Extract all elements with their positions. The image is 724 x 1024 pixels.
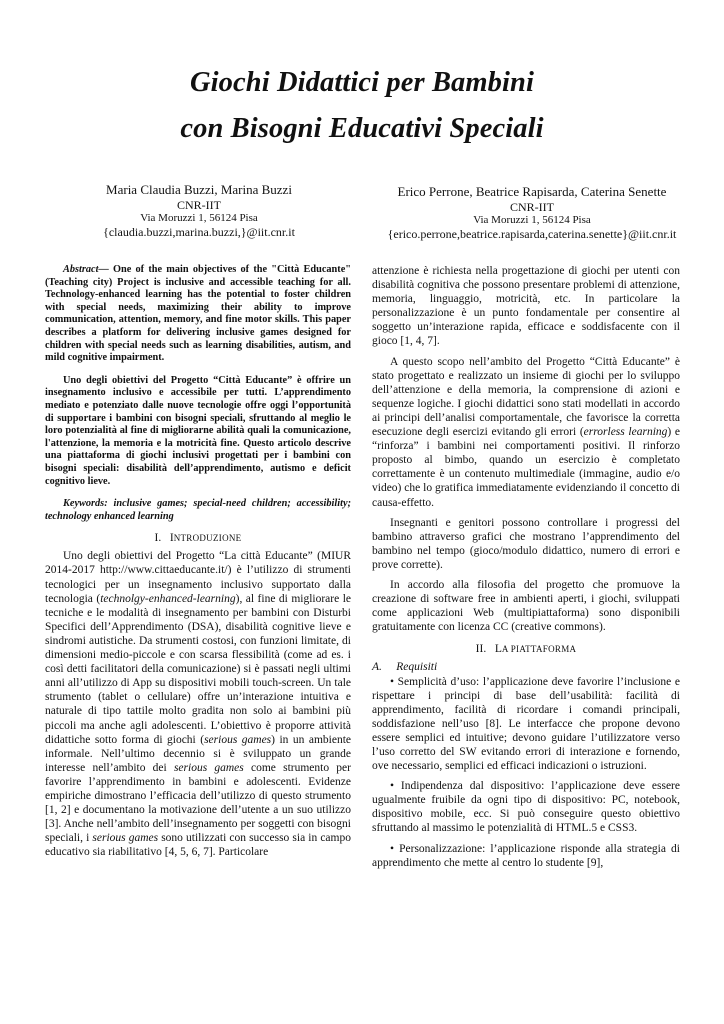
subsection-heading-requirements: A. Requisiti [372, 661, 438, 674]
left-column [45, 264, 351, 859]
section-heading-introduction: I. INTRODUZIONE [154, 532, 242, 545]
section-heading-platform: II. LA PIATTAFORMA [475, 643, 577, 656]
author-names: Maria Claudia Buzzi, Marina Buzzi [106, 182, 292, 197]
author-affiliation: CNR-IIT [510, 200, 554, 214]
intro-paragraph-1: Uno degli obiettivi del Progetto “La città Educante” (MIUR 2014-2017 http://www.cittaeducante.it/) è l’utilizzo di strumenti tecnologici per un insegnamento inclusivo supportato dalla tecnologia (technolgy-enhanced-learning), al fine di migliorare le tecniche e le modalità di insegnamento per bambini con Disturbi Specifici dell’Apprendimento (DSA), disabilità cognitive lieve e sindromi autistiche. Da strumenti costosi, con funzioni limitate, di dimensioni medio-piccole e con scarsa flessibilità (come ad es. i così detti facilitatori della comunicazione) si è passati negli ultimi anni all’utilizzo di App su dispositivi mobili touch-screen. Un tale strumento (tablet o cellulare) offre un’interazione intuitiva e naturale di tipo tattile molto gradita non solo ai bambini più piccoli ma anche agli adolescenti. L’obiettivo è proporre attività didattiche sotto forma di giochi (serious games) in un ambiente informale. Nell’ultimo decennio si è sviluppato un grande interesse nell’ambito dei serious games come strumento per favorire l’apprendimento in bambini e adolescenti. Evidenze empiriche dimostrano l’efficacia dell’utilizzo di questo strumento [1, 2] e documentano la motivazione dell’utente a un suo utilizzo [3]. Anche nell’ambito dell’insegnamento per soggetti con bisogni speciali, i serious games sono utilizzati con successo sia in campo educativo sia riabilitativo [4, 5, 6, 7]. Particolare [45, 550, 351, 859]
paper-title-line-1: Giochi Didattici per Bambini [189, 67, 535, 98]
author-block-2 [362, 184, 702, 241]
requirement-item-usability: • Semplicità d’uso: l’applicazione deve favorire l’inclusione e rispettare i principi di base dell’usabilità: facilità di apprendimento, facilità di ricordare i comandi principali, soddisfazione nell’uso [8]. Le interfacce che propone devono essere semplici ed intuitive; devono guidare l’utilizzatore verso l’uso corretto del SW evitando errori di interazione e fornendo, ove necessario, semplici ed efficaci indicazioni o istruzioni. [372, 675, 680, 773]
abstract-english [45, 264, 351, 365]
requirement-item-personalization: • Personalizzazione: l’applicazione risponde alla strategia di apprendimento che mette al centro lo studente [9], [372, 842, 680, 869]
keywords: Keywords: inclusive games; special-need children; accessibility; technology enhanced learning [45, 498, 351, 522]
paper-title-line-2: con Bisogni Educativi Speciali [180, 113, 544, 144]
requirement-item-device-independence: • Indipendenza dal dispositivo: l’applicazione deve essere ugualmente fruibile da ogni tipo di dispositivo: PC, notebook, dispositivo mobile, ecc. Si può conseguire questo obiettivo sfruttando al massimo le potenzialità di HTML.5 e CSS3. [372, 780, 680, 835]
intro-paragraph-1-continued: attenzione è richiesta nella progettazione di giochi per utenti con disabilità cognitiva che possono presentare problemi di attenzione, memoria, linguaggio, motricità, etc. In particolare la personalizzazione è un punto fondamentale per consentire al soggetto un’interazione rapida, efficace e soddisfacente con il gioco [1, 4, 7]. [372, 265, 680, 348]
author-address: Via Moruzzi 1, 56124 Pisa [140, 212, 258, 224]
author-email: {claudia.buzzi,marina.buzzi,}@iit.cnr.it [103, 225, 295, 239]
abstract-text: One of the main objectives of the "Città Educante" (Teaching city) Project is inclusive and accessible teaching for all. Technology-enhanced learning has the potential to foster children with special needs, maximizing their ability to improve communication, attention, memory, and fine motor skills. This paper describes a platform for delivering inclusive games designed for children with special needs such as learning disabilities, autism, and mild cognitive impairment. [45, 264, 351, 364]
abstract-label: Abstract— [63, 264, 109, 275]
author-block-1 [40, 182, 358, 239]
author-email: {erico.perrone,beatrice.rapisarda,caterina.senette}@iit.cnr.it [387, 227, 677, 241]
author-names: Erico Perrone, Beatrice Rapisarda, Caterina Senette [397, 184, 667, 199]
right-column [372, 264, 680, 870]
intro-paragraph-3: Insegnanti e genitori possono controllare i progressi del bambino attraverso grafici che mostrano l’apprendimento del bambino nel tempo (gioco/modulo didattico, numero di errori e prove corrette). [372, 516, 680, 571]
author-address: Via Moruzzi 1, 56124 Pisa [473, 214, 591, 226]
intro-paragraph-4: In accordo alla filosofia del progetto che promuove la creazione di software free in ambienti aperti, i giochi, sviluppati come applicazioni Web (multipiattaforma) sono disponibili gratuitamente con licenza CC (creative commons). [372, 578, 680, 634]
abstract-italian: Uno degli obiettivi del Progetto “Città Educante” è offrire un insegnamento inclusivo e accessibile per tutti. L’apprendimento mediato e potenziato dalle nuove tecnologie offre oggi l’opportunità di supportare i bambini con bisogni speciali, sfruttando al meglio le loro potenzialità al fine di migliorarne abilità quali la comunicazione, l'attenzione, la memoria e la motricità fine. Questo articolo descrive una piattaforma di giochi inclusivi progettati per i bambini con bisogni speciali: disabilità dell’apprendimento, autismo e deficit cognitivo lieve. [45, 374, 351, 487]
author-affiliation: CNR-IIT [177, 198, 221, 212]
intro-paragraph-2: A questo scopo nell’ambito del Progetto “Città Educante” è stato progettato e realizzato un insieme di giochi per lo sviluppo dell’attenzione e della memoria, la comprensione di azioni e sequenze logiche. I giochi didattici sono stati modellati in accordo ai principi dell’analisi comportamentale, che favorisce la corretta esecuzione degli esercizi evitando gli errori (errorless learning) e “rinforza” i bambini nei comportamenti positivi. Il rinforzo proposto al bimbo, quando un esercizio è completato correttamente è un contenuto multimediale (immagine, audio e/o video) che lo gratifica immediatamente evidenziando il concetto di causa-effetto. [372, 355, 681, 509]
